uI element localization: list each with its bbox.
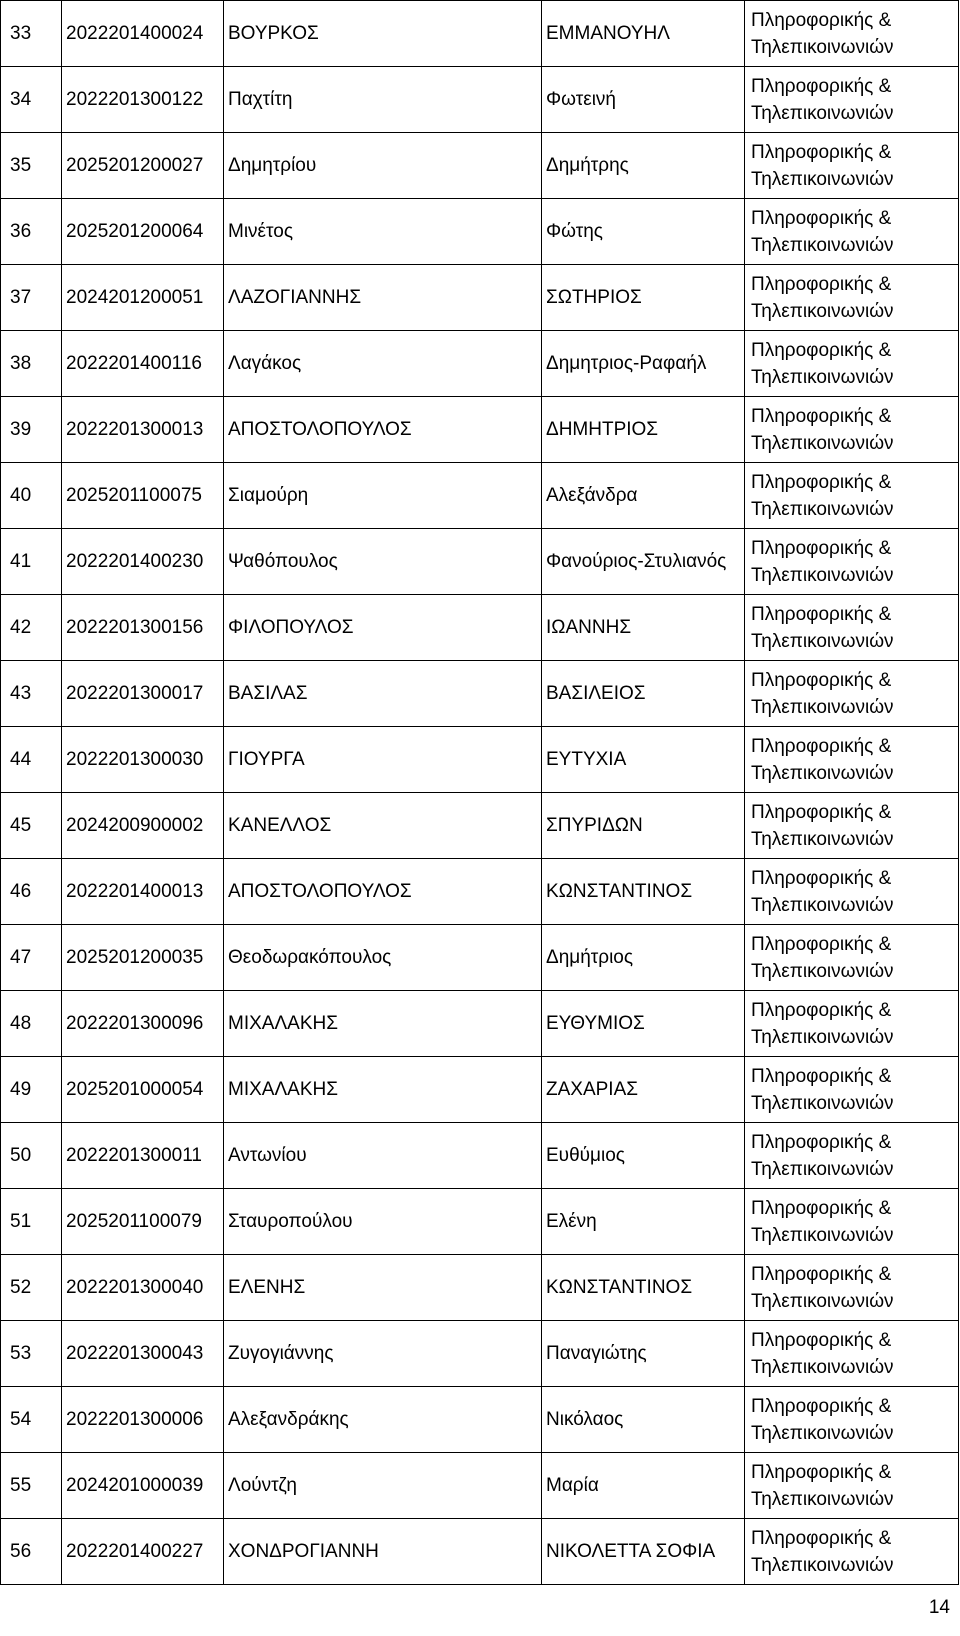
row-number-cell: 44 <box>1 727 62 793</box>
department-cell: Πληροφορικής & Τηλεπικοινωνιών <box>745 67 959 133</box>
department-cell: Πληροφορικής & Τηλεπικοινωνιών <box>745 265 959 331</box>
first-name-cell: Ελένη <box>542 1189 745 1255</box>
surname-cell: Ψαθόπουλος <box>224 529 542 595</box>
department-cell: Πληροφορικής & Τηλεπικοινωνιών <box>745 1057 959 1123</box>
table-row <box>1 925 959 991</box>
row-number-cell: 47 <box>1 925 62 991</box>
first-name-cell: ΕΥΤΥΧΙΑ <box>542 727 745 793</box>
registration-id-cell: 2025201100075 <box>62 463 224 529</box>
surname-cell: Παχτίτη <box>224 67 542 133</box>
table-row <box>1 793 959 859</box>
first-name-cell: ΔΗΜΗΤΡΙΟΣ <box>542 397 745 463</box>
table-row <box>1 1321 959 1387</box>
surname-cell: ΜΙΧΑΛΑΚΗΣ <box>224 991 542 1057</box>
department-cell: Πληροφορικής & Τηλεπικοινωνιών <box>745 925 959 991</box>
first-name-cell: Μαρία <box>542 1453 745 1519</box>
department-cell: Πληροφορικής & Τηλεπικοινωνιών <box>745 1387 959 1453</box>
row-number-cell: 38 <box>1 331 62 397</box>
row-number-cell: 56 <box>1 1519 62 1585</box>
table-row <box>1 331 959 397</box>
table-row <box>1 661 959 727</box>
row-number-cell: 43 <box>1 661 62 727</box>
surname-cell: ΧΟΝΔΡΟΓΙΑΝΝΗ <box>224 1519 542 1585</box>
registration-id-cell: 2022201300030 <box>62 727 224 793</box>
page-number: 14 <box>928 1597 950 1618</box>
registration-id-cell: 2022201300122 <box>62 67 224 133</box>
row-number-cell: 33 <box>1 1 62 67</box>
row-number-cell: 53 <box>1 1321 62 1387</box>
department-cell: Πληροφορικής & Τηλεπικοινωνιών <box>745 1519 959 1585</box>
surname-cell: ΒΟΥΡΚΟΣ <box>224 1 542 67</box>
table-row <box>1 199 959 265</box>
table-row <box>1 1453 959 1519</box>
registration-id-cell: 2022201300096 <box>62 991 224 1057</box>
surname-cell: Ζυγογιάννης <box>224 1321 542 1387</box>
surname-cell: Μινέτος <box>224 199 542 265</box>
registration-id-cell: 2025201200035 <box>62 925 224 991</box>
department-cell: Πληροφορικής & Τηλεπικοινωνιών <box>745 1 959 67</box>
registration-id-cell: 2022201300156 <box>62 595 224 661</box>
table-body <box>1 1 959 1585</box>
department-cell: Πληροφορικής & Τηλεπικοινωνιών <box>745 529 959 595</box>
registration-id-cell: 2022201300040 <box>62 1255 224 1321</box>
department-cell: Πληροφορικής & Τηλεπικοινωνιών <box>745 1321 959 1387</box>
department-cell: Πληροφορικής & Τηλεπικοινωνιών <box>745 1123 959 1189</box>
first-name-cell: Φώτης <box>542 199 745 265</box>
row-number-cell: 46 <box>1 859 62 925</box>
first-name-cell: ΚΩΝΣΤΑΝΤΙΝΟΣ <box>542 1255 745 1321</box>
row-number-cell: 52 <box>1 1255 62 1321</box>
registration-id-cell: 2025201000054 <box>62 1057 224 1123</box>
first-name-cell: Δημήτριος <box>542 925 745 991</box>
table-row <box>1 397 959 463</box>
first-name-cell: Αλεξάνδρα <box>542 463 745 529</box>
first-name-cell: Παναγιώτης <box>542 1321 745 1387</box>
department-cell: Πληροφορικής & Τηλεπικοινωνιών <box>745 727 959 793</box>
registration-id-cell: 2022201400013 <box>62 859 224 925</box>
registration-id-cell: 2022201400230 <box>62 529 224 595</box>
first-name-cell: ΕΥΘΥΜΙΟΣ <box>542 991 745 1057</box>
department-cell: Πληροφορικής & Τηλεπικοινωνιών <box>745 199 959 265</box>
surname-cell: ΜΙΧΑΛΑΚΗΣ <box>224 1057 542 1123</box>
registration-id-cell: 2022201400024 <box>62 1 224 67</box>
table-row <box>1 1519 959 1585</box>
surname-cell: Αντωνίου <box>224 1123 542 1189</box>
first-name-cell: ΚΩΝΣΤΑΝΤΙΝΟΣ <box>542 859 745 925</box>
first-name-cell: ΒΑΣΙΛΕΙΟΣ <box>542 661 745 727</box>
first-name-cell: ΕΜΜΑΝΟΥΗΛ <box>542 1 745 67</box>
table-row <box>1 595 959 661</box>
row-number-cell: 36 <box>1 199 62 265</box>
registration-id-cell: 2022201300006 <box>62 1387 224 1453</box>
department-cell: Πληροφορικής & Τηλεπικοινωνιών <box>745 463 959 529</box>
surname-cell: ΦΙΛΟΠΟΥΛΟΣ <box>224 595 542 661</box>
surname-cell: ΕΛΕΝΗΣ <box>224 1255 542 1321</box>
first-name-cell: ΣΩΤΗΡΙΟΣ <box>542 265 745 331</box>
table-row <box>1 463 959 529</box>
registration-id-cell: 2022201400227 <box>62 1519 224 1585</box>
row-number-cell: 48 <box>1 991 62 1057</box>
table-row <box>1 529 959 595</box>
row-number-cell: 42 <box>1 595 62 661</box>
surname-cell: Λαγάκος <box>224 331 542 397</box>
row-number-cell: 49 <box>1 1057 62 1123</box>
department-cell: Πληροφορικής & Τηλεπικοινωνιών <box>745 793 959 859</box>
table-row <box>1 1189 959 1255</box>
department-cell: Πληροφορικής & Τηλεπικοινωνιών <box>745 661 959 727</box>
registration-id-cell: 2024201200051 <box>62 265 224 331</box>
surname-cell: ΑΠΟΣΤΟΛΟΠΟΥΛΟΣ <box>224 859 542 925</box>
first-name-cell: Φανούριος-Στυλιανός <box>542 529 745 595</box>
row-number-cell: 40 <box>1 463 62 529</box>
table-row <box>1 991 959 1057</box>
surname-cell: Αλεξανδράκης <box>224 1387 542 1453</box>
registration-id-cell: 2024200900002 <box>62 793 224 859</box>
table-row <box>1 1387 959 1453</box>
first-name-cell: Δημητριος-Ραφαήλ <box>542 331 745 397</box>
registration-id-cell: 2025201200027 <box>62 133 224 199</box>
registration-id-cell: 2024201000039 <box>62 1453 224 1519</box>
row-number-cell: 45 <box>1 793 62 859</box>
row-number-cell: 54 <box>1 1387 62 1453</box>
first-name-cell: ΝΙΚΟΛΕΤΤΑ ΣΟΦΙΑ <box>542 1519 745 1585</box>
department-cell: Πληροφορικής & Τηλεπικοινωνιών <box>745 1189 959 1255</box>
table-row <box>1 67 959 133</box>
department-cell: Πληροφορικής & Τηλεπικοινωνιών <box>745 397 959 463</box>
registration-id-cell: 2022201300011 <box>62 1123 224 1189</box>
surname-cell: ΑΠΟΣΤΟΛΟΠΟΥΛΟΣ <box>224 397 542 463</box>
row-number-cell: 55 <box>1 1453 62 1519</box>
row-number-cell: 34 <box>1 67 62 133</box>
first-name-cell: Νικόλαος <box>542 1387 745 1453</box>
department-cell: Πληροφορικής & Τηλεπικοινωνιών <box>745 595 959 661</box>
surname-cell: ΚΑΝΕΛΛΟΣ <box>224 793 542 859</box>
surname-cell: Σιαμούρη <box>224 463 542 529</box>
registration-id-cell: 2025201100079 <box>62 1189 224 1255</box>
registration-id-cell: 2022201400116 <box>62 331 224 397</box>
row-number-cell: 50 <box>1 1123 62 1189</box>
registration-id-cell: 2022201300043 <box>62 1321 224 1387</box>
row-number-cell: 35 <box>1 133 62 199</box>
department-cell: Πληροφορικής & Τηλεπικοινωνιών <box>745 859 959 925</box>
row-number-cell: 39 <box>1 397 62 463</box>
first-name-cell: ΙΩΑΝΝΗΣ <box>542 595 745 661</box>
first-name-cell: ΣΠΥΡΙΔΩΝ <box>542 793 745 859</box>
table-row <box>1 859 959 925</box>
registration-id-cell: 2022201300013 <box>62 397 224 463</box>
table-row <box>1 727 959 793</box>
surname-cell: Σταυροπούλου <box>224 1189 542 1255</box>
table-row <box>1 1057 959 1123</box>
surname-cell: ΒΑΣΙΛΑΣ <box>224 661 542 727</box>
surname-cell: Λούντζη <box>224 1453 542 1519</box>
department-cell: Πληροφορικής & Τηλεπικοινωνιών <box>745 133 959 199</box>
department-cell: Πληροφορικής & Τηλεπικοινωνιών <box>745 991 959 1057</box>
department-cell: Πληροφορικής & Τηλεπικοινωνιών <box>745 1255 959 1321</box>
first-name-cell: Δημήτρης <box>542 133 745 199</box>
registration-id-cell: 2025201200064 <box>62 199 224 265</box>
row-number-cell: 37 <box>1 265 62 331</box>
department-cell: Πληροφορικής & Τηλεπικοινωνιών <box>745 331 959 397</box>
first-name-cell: Φωτεινή <box>542 67 745 133</box>
registration-id-cell: 2022201300017 <box>62 661 224 727</box>
surname-cell: Δημητρίου <box>224 133 542 199</box>
surname-cell: ΓΙΟΥΡΓΑ <box>224 727 542 793</box>
first-name-cell: ΖΑΧΑΡΙΑΣ <box>542 1057 745 1123</box>
row-number-cell: 41 <box>1 529 62 595</box>
surname-cell: ΛΑΖΟΓΙΑΝΝΗΣ <box>224 265 542 331</box>
table-row <box>1 1255 959 1321</box>
table-row <box>1 1 959 67</box>
table-row <box>1 133 959 199</box>
department-cell: Πληροφορικής & Τηλεπικοινωνιών <box>745 1453 959 1519</box>
table-row <box>1 265 959 331</box>
surname-cell: Θεοδωρακόπουλος <box>224 925 542 991</box>
table-row <box>1 1123 959 1189</box>
row-number-cell: 51 <box>1 1189 62 1255</box>
first-name-cell: Ευθύμιος <box>542 1123 745 1189</box>
